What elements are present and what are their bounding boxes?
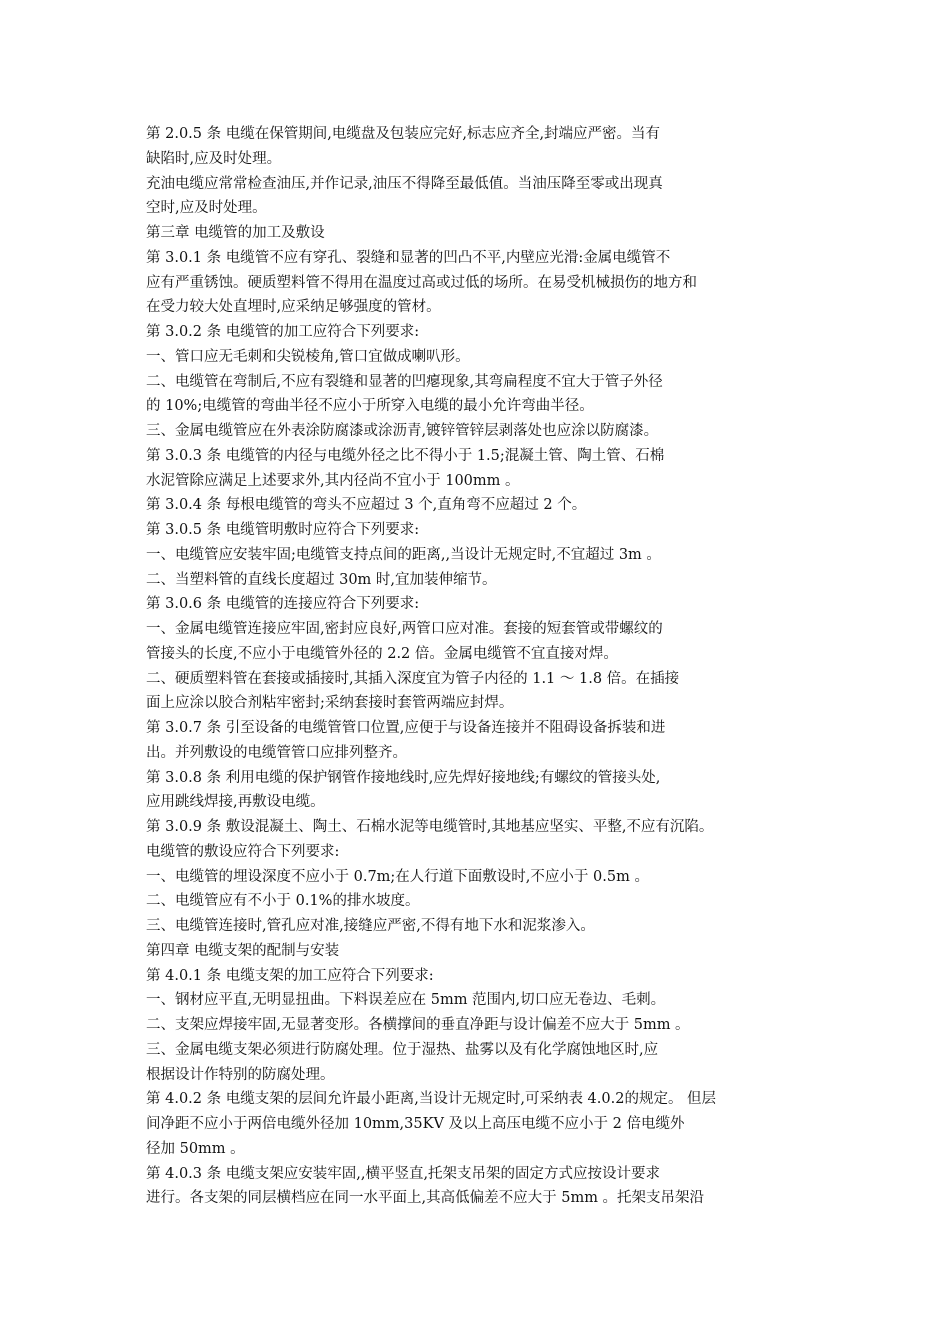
text-line: 第 4.0.1 条 电缆支架的加工应符合下列要求:: [146, 967, 434, 984]
text-line: 三、金属电缆管应在外表涂防腐漆或涂沥青,镀锌管锌层剥落处也应涂以防腐漆。: [146, 423, 659, 439]
text-line: 面上应涂以胶合剂粘牢密封;采纳套接时套管两端应封焊。: [146, 695, 514, 712]
text-line: 第 2.0.5 条 电缆在保管期间,电缆盘及包装应完好,标志应齐全,封端应严密。当有: [146, 126, 661, 142]
text-line: 充油电缆应常常检查油压,并作记录,油压不得降至最低值。当油压降至零或出现真: [146, 175, 663, 192]
text-line: 第 3.0.9 条 敷设混凝土、陶土、石棉水泥等电缆管时,其地基应坚实、平整,不应有沉陷。: [146, 819, 714, 835]
text-line: 根据设计作特别的防腐处理。: [146, 1066, 335, 1083]
text-line: 径加 50mm 。: [146, 1140, 245, 1157]
text-line: 出。并列敷设的电缆管管口应排列整齐。: [146, 744, 407, 761]
text-line: 第 4.0.3 条 电缆支架应安装牢固,,横平竖直,托架支吊架的固定方式应按设计要求: [146, 1165, 661, 1182]
text-line: 第 3.0.4 条 每根电缆管的弯头不应超过 3 个,直角弯不应超过 2 个。: [146, 497, 587, 514]
text-line: 二、当塑料管的直线长度超过 30m 时,宜加装伸缩节。: [146, 571, 497, 588]
text-line: 第 3.0.8 条 利用电缆的保护钢管作接地线时,应先焊好接地线;有螺纹的管接头处,: [146, 769, 661, 786]
text-line: 二、支架应焊接牢固,无显著变形。各横撑间的垂直净距与设计偏差不应大于 5mm 。: [146, 1017, 690, 1033]
text-line: 第 3.0.7 条 引至设备的电缆管管口位置,应便于与设备连接并不阻碍设备拆装和进: [146, 720, 666, 736]
text-line: 第四章 电缆支架的配制与安装: [146, 942, 340, 959]
text-line: 三、金属电缆支架必须进行防腐处理。位于湿热、盐雾以及有化学腐蚀地区时,应: [146, 1041, 659, 1058]
text-line: 第 3.0.2 条 电缆管的加工应符合下列要求:: [146, 324, 420, 340]
text-line: 一、电缆管的埋设深度不应小于 0.7m;在人行道下面敷设时,不应小于 0.5m 。: [146, 868, 649, 885]
text-line: 应有严重锈蚀。硬质塑料管不得用在温度过高或过低的场所。在易受机械损伤的地方和: [146, 274, 697, 291]
text-line: 二、硬质塑料管在套接或插接时,其插入深度宜为管子内径的 1.1 ～ 1.8 倍。在插接: [146, 670, 680, 687]
text-line: 进行。各支架的同层横档应在同一水平面上,其高低偏差不应大于 5mm 。托架支吊架沿: [146, 1190, 705, 1207]
text-line: 在受力较大处直埋时,应采纳足够强度的管材。: [146, 299, 441, 316]
text-line: 一、钢材应平直,无明显扭曲。下料误差应在 5mm 范围内,切口应无卷边、毛刺。: [146, 992, 666, 1009]
text-line: 一、电缆管应安装牢固;电缆管支持点间的距离,,当设计无规定时,不宜超过 3m 。: [146, 546, 661, 563]
text-line: 二、电缆管在弯制后,不应有裂缝和显著的凹瘪现象,其弯扁程度不宜大于管子外径: [146, 373, 663, 390]
text-line: 水泥管除应满足上述要求外,其内径尚不宜小于 100mm 。: [146, 472, 520, 489]
text-line: 三、电缆管连接时,管孔应对准,接缝应严密,不得有地下水和泥浆渗入。: [146, 918, 595, 934]
text-line: 第 3.0.5 条 电缆管明敷时应符合下列要求:: [146, 522, 420, 538]
text-line: 一、管口应无毛刺和尖锐棱角,管口宜做成喇叭形。: [146, 348, 470, 365]
text-line: 第 3.0.3 条 电缆管的内径与电缆外径之比不得小于 1.5;混凝土管、陶土管、石棉: [146, 447, 665, 464]
text-line: 空时,应及时处理。: [146, 200, 267, 217]
text-line: 第 3.0.1 条 电缆管不应有穿孔、裂缝和显著的凹凸不平,内壁应光滑:金属电缆管不: [146, 249, 671, 266]
document-body: [146, 122, 806, 1211]
text-line: 的 10%;电缆管的弯曲半径不应小于所穿入电缆的最小允许弯曲半径。: [146, 398, 594, 415]
text-line: 缺陷时,应及时处理。: [146, 150, 282, 167]
text-line: 电缆管的敷设应符合下列要求:: [146, 843, 340, 860]
text-line: 间净距不应小于两倍电缆外径加 10mm,35KV 及以上高压电缆不应小于 2 倍电缆外: [146, 1116, 685, 1132]
text-line: 一、金属电缆管连接应牢固,密封应良好,两管口应对准。套接的短套管或带螺纹的: [146, 621, 663, 637]
text-line: 管接头的长度,不应小于电缆管外径的 2.2 倍。金属电缆管不宜直接对焊。: [146, 645, 618, 662]
text-line: 第 4.0.2 条 电缆支架的层间允许最小距离,当设计无规定时,可采纳表 4.0.2的规定。 但层: [146, 1091, 717, 1108]
text-line: 第 3.0.6 条 电缆管的连接应符合下列要求:: [146, 596, 420, 613]
text-line: 第三章 电缆管的加工及敷设: [146, 225, 325, 241]
text-line: 应用跳线焊接,再敷设电缆。: [146, 794, 325, 811]
text-line: 二、电缆管应有不小于 0.1%的排水坡度。: [146, 893, 420, 910]
